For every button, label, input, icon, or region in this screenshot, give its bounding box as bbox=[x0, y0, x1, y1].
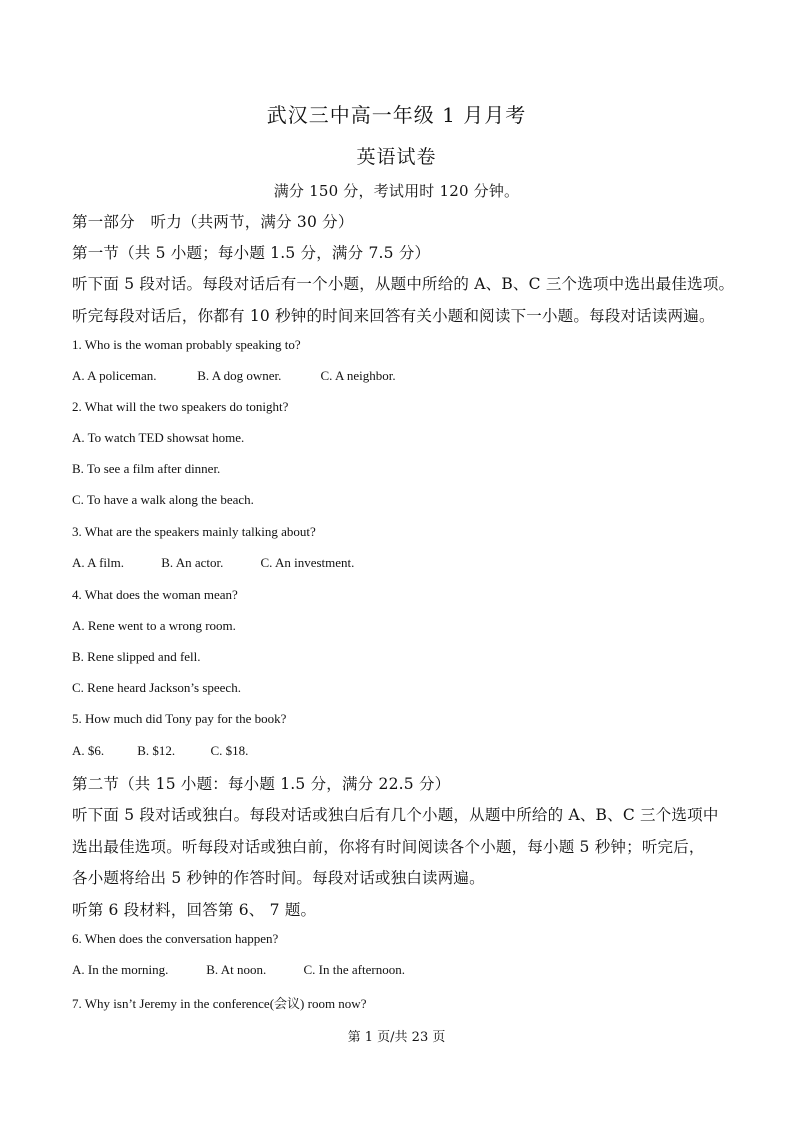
exam-title: 武汉三中高一年级 1 月月考 bbox=[266, 103, 527, 127]
question-7: 7. Why isn’t Jeremy in the conference(会议) room now? bbox=[72, 996, 367, 1011]
option-c: C. In the afternoon. bbox=[303, 962, 405, 977]
question-1-options bbox=[72, 368, 396, 384]
option-a: A. A film. bbox=[72, 555, 125, 570]
part1-heading: 第一部分 听力（共两节，满分 30 分） bbox=[72, 213, 354, 231]
material-6-heading: 听第 6 段材料，回答第 6、 7 题。 bbox=[72, 901, 317, 919]
section1-instructions-line2: 听完每段对话后，你都有 10 秒钟的时间来回答有关小题和阅读下一小题。每段对话读两遍。 bbox=[72, 307, 715, 325]
option-a: A. $6. bbox=[72, 743, 105, 758]
question-6-options bbox=[72, 962, 405, 978]
question-1: 1. Who is the woman probably speaking to? bbox=[72, 337, 301, 352]
section2-instructions-line1: 听下面 5 段对话或独白。每段对话或独白后有几个小题，从题中所给的 A、B、C 三个选项中 bbox=[72, 806, 719, 824]
question-4-option-a: A. Rene went to a wrong room. bbox=[72, 618, 236, 633]
option-c: C. $18. bbox=[210, 743, 249, 758]
section1-heading: 第一节（共 5 小题；每小题 1.5 分，满分 7.5 分） bbox=[72, 244, 431, 262]
page-footer: 第 1 页/共 23 页 bbox=[347, 1030, 446, 1045]
option-c: C. An investment. bbox=[260, 555, 355, 570]
exam-subtitle: 英语试卷 bbox=[356, 146, 437, 168]
option-b: B. A dog owner. bbox=[197, 368, 282, 383]
question-5-options bbox=[72, 743, 248, 759]
question-4: 4. What does the woman mean? bbox=[72, 587, 238, 602]
section2-heading: 第二节（共 15 小题：每小题 1.5 分，满分 22.5 分） bbox=[72, 775, 451, 793]
question-3-options bbox=[72, 555, 354, 571]
question-6: 6. When does the conversation happen? bbox=[72, 931, 279, 946]
question-2-option-c: C. To have a walk along the beach. bbox=[72, 492, 254, 507]
score-info: 满分 150 分，考试用时 120 分钟。 bbox=[273, 182, 520, 200]
option-b: B. At noon. bbox=[206, 962, 267, 977]
option-a: A. In the morning. bbox=[72, 962, 169, 977]
option-c: C. A neighbor. bbox=[320, 368, 396, 383]
section2-instructions-line3: 各小题将给出 5 秒钟的作答时间。每段对话或独白读两遍。 bbox=[72, 869, 485, 887]
option-b: B. An actor. bbox=[161, 555, 224, 570]
question-2-option-b: B. To see a film after dinner. bbox=[72, 461, 221, 476]
question-4-option-b: B. Rene slipped and fell. bbox=[72, 649, 201, 664]
section1-instructions-line1: 听下面 5 段对话。每段对话后有一个小题，从题中所给的 A、B、C 三个选项中选出最佳选项。 bbox=[72, 275, 735, 293]
question-3: 3. What are the speakers mainly talking about? bbox=[72, 524, 316, 539]
question-2-option-a: A. To watch TED showsat home. bbox=[72, 430, 245, 445]
option-b: B. $12. bbox=[137, 743, 176, 758]
question-2: 2. What will the two speakers do tonight? bbox=[72, 399, 289, 414]
question-5: 5. How much did Tony pay for the book? bbox=[72, 711, 287, 726]
question-4-option-c: C. Rene heard Jackson’s speech. bbox=[72, 680, 241, 695]
section2-instructions-line2: 选出最佳选项。听每段对话或独白前，你将有时间阅读各个小题，每小题 5 秒钟；听完后， bbox=[72, 838, 705, 856]
option-a: A. A policeman. bbox=[72, 368, 157, 383]
